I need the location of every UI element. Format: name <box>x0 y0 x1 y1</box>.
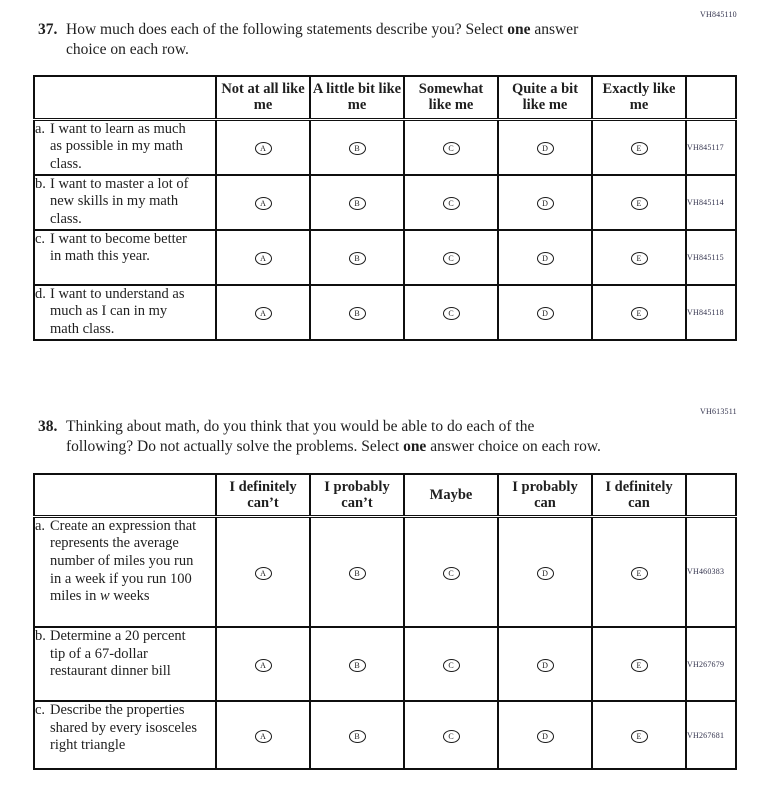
q38-header-code-cell <box>686 474 736 516</box>
answer-option-cell[interactable] <box>216 230 310 285</box>
option-bubble-c-icon[interactable]: C <box>443 142 460 155</box>
option-bubble-e-icon[interactable]: E <box>631 252 648 265</box>
row-marker: c. <box>35 702 46 718</box>
option-bubble-b-icon[interactable]: B <box>349 307 366 320</box>
answer-option-cell[interactable] <box>310 627 404 701</box>
question-37-prompt: How much does each of the following statements describe you? Select one answer choice on each row. <box>66 21 579 59</box>
q37-row-b-code: VH845114 <box>686 175 736 230</box>
option-bubble-c-icon[interactable]: C <box>443 307 460 320</box>
answer-option-cell[interactable] <box>404 516 498 627</box>
answer-option-cell[interactable] <box>498 119 592 175</box>
option-bubble-a-icon[interactable]: A <box>255 659 272 672</box>
row-label: Create an expression that represents the average number of miles you run in a week if you run 100 miles in w weeks <box>50 517 197 605</box>
option-bubble-c-icon[interactable]: C <box>443 252 460 265</box>
answer-option-cell[interactable] <box>310 516 404 627</box>
option-bubble-b-icon[interactable]: B <box>349 197 366 210</box>
row-label: I want to understand as much as I can in my math class. <box>50 285 185 337</box>
answer-option-cell[interactable] <box>216 175 310 230</box>
row-label: I want to become better in math this year. <box>50 230 187 265</box>
row-marker: b. <box>35 175 46 192</box>
question-38-table <box>33 473 737 770</box>
option-bubble-d-icon[interactable]: D <box>537 567 554 580</box>
q38-row-a <box>34 516 736 627</box>
question-37-table <box>33 75 737 341</box>
row-label: I want to master a lot of new skills in my math class. <box>50 175 189 227</box>
question-38-item-code: VH613511 <box>700 407 737 416</box>
q38-row-a-code: VH460383 <box>686 516 736 627</box>
option-bubble-e-icon[interactable]: E <box>631 730 648 743</box>
row-label: Describe the properties shared by every isosceles right triangle <box>50 702 197 754</box>
answer-option-cell[interactable] <box>216 285 310 340</box>
answer-option-cell[interactable] <box>310 230 404 285</box>
row-marker: a. <box>35 517 46 534</box>
q37-header-quite-a-bit: Quite a bit like me <box>498 76 592 119</box>
answer-option-cell[interactable] <box>310 175 404 230</box>
q37-row-a-label-cell <box>34 119 216 175</box>
answer-option-cell[interactable] <box>498 285 592 340</box>
option-bubble-c-icon[interactable]: C <box>443 659 460 672</box>
answer-option-cell[interactable] <box>498 627 592 701</box>
row-label: Determine a 20 percent tip of a 67-dollar restaurant dinner bill <box>50 628 186 680</box>
question-37-item-code: VH845110 <box>700 10 737 19</box>
question-37 <box>38 20 578 60</box>
q37-header-somewhat: Somewhat like me <box>404 76 498 119</box>
q38-row-c-code: VH267681 <box>686 701 736 769</box>
option-bubble-e-icon[interactable]: E <box>631 142 648 155</box>
row-marker: a. <box>35 120 46 137</box>
answer-option-cell[interactable] <box>216 516 310 627</box>
answer-option-cell[interactable] <box>216 701 310 769</box>
q38-header-probably-cant: I probably can’t <box>310 474 404 516</box>
q37-header-exactly-like: Exactly like me <box>592 76 686 119</box>
q38-row-b-label-cell <box>34 627 216 701</box>
option-bubble-e-icon[interactable]: E <box>631 197 648 210</box>
option-bubble-d-icon[interactable]: D <box>537 307 554 320</box>
option-bubble-b-icon[interactable]: B <box>349 567 366 580</box>
answer-option-cell[interactable] <box>404 175 498 230</box>
q37-header-code-cell <box>686 76 736 119</box>
option-bubble-b-icon[interactable]: B <box>349 730 366 743</box>
question-38-prompt: Thinking about math, do you think that you would be able to do each of the following? Do not actually solve the problems. Select one answer choice on each row. <box>66 418 601 456</box>
answer-option-cell[interactable] <box>404 119 498 175</box>
question-38-number: 38. <box>38 418 58 435</box>
q37-row-c-label-cell <box>34 230 216 285</box>
option-bubble-e-icon[interactable]: E <box>631 307 648 320</box>
option-bubble-c-icon[interactable]: C <box>443 730 460 743</box>
q37-header-not-at-all: Not at all like me <box>216 76 310 119</box>
option-bubble-d-icon[interactable]: D <box>537 730 554 743</box>
option-bubble-e-icon[interactable]: E <box>631 567 648 580</box>
answer-option-cell[interactable] <box>310 701 404 769</box>
answer-option-cell[interactable] <box>310 285 404 340</box>
q38-header-definitely-cant: I definitely can’t <box>216 474 310 516</box>
q37-row-d-code: VH845118 <box>686 285 736 340</box>
q38-row-b-code: VH267679 <box>686 627 736 701</box>
option-bubble-c-icon[interactable]: C <box>443 197 460 210</box>
q37-row-c <box>34 230 736 285</box>
answer-option-cell[interactable] <box>592 516 686 627</box>
q38-empty-corner-cell <box>34 474 216 516</box>
option-bubble-b-icon[interactable]: B <box>349 142 366 155</box>
answer-option-cell[interactable] <box>404 627 498 701</box>
q38-row-b <box>34 627 736 701</box>
answer-option-cell[interactable] <box>592 230 686 285</box>
answer-option-cell[interactable] <box>592 701 686 769</box>
option-bubble-a-icon[interactable]: A <box>255 307 272 320</box>
answer-option-cell[interactable] <box>498 230 592 285</box>
q38-row-a-label-cell <box>34 516 216 627</box>
row-label: I want to learn as much as possible in my math class. <box>50 120 186 172</box>
answer-option-cell[interactable] <box>592 627 686 701</box>
answer-option-cell[interactable] <box>216 119 310 175</box>
q37-row-a <box>34 119 736 175</box>
q37-header-row <box>34 76 736 119</box>
q38-header-maybe: Maybe <box>404 474 498 516</box>
option-bubble-d-icon[interactable]: D <box>537 252 554 265</box>
q37-row-c-code: VH845115 <box>686 230 736 285</box>
option-bubble-d-icon[interactable]: D <box>537 659 554 672</box>
q38-header-probably-can: I probably can <box>498 474 592 516</box>
row-marker: d. <box>35 285 46 302</box>
q37-row-b <box>34 175 736 230</box>
option-bubble-d-icon[interactable]: D <box>537 142 554 155</box>
option-bubble-a-icon[interactable]: A <box>255 567 272 580</box>
q38-row-c <box>34 701 736 769</box>
answer-option-cell[interactable] <box>498 175 592 230</box>
answer-option-cell[interactable] <box>498 701 592 769</box>
answer-option-cell[interactable] <box>310 119 404 175</box>
option-bubble-a-icon[interactable]: A <box>255 197 272 210</box>
option-bubble-e-icon[interactable]: E <box>631 659 648 672</box>
question-38 <box>38 417 601 457</box>
q37-row-d <box>34 285 736 340</box>
q38-row-c-label-cell <box>34 701 216 769</box>
option-bubble-a-icon[interactable]: A <box>255 730 272 743</box>
q37-row-b-label-cell <box>34 175 216 230</box>
answer-option-cell[interactable] <box>404 701 498 769</box>
answer-option-cell[interactable] <box>592 175 686 230</box>
option-bubble-a-icon[interactable]: A <box>255 252 272 265</box>
question-37-number: 37. <box>38 21 58 38</box>
q37-header-a-little-bit: A little bit like me <box>310 76 404 119</box>
answer-option-cell[interactable] <box>404 230 498 285</box>
row-marker: b. <box>35 628 46 644</box>
q37-row-a-code: VH845117 <box>686 119 736 175</box>
option-bubble-d-icon[interactable]: D <box>537 197 554 210</box>
option-bubble-a-icon[interactable]: A <box>255 142 272 155</box>
answer-option-cell[interactable] <box>592 285 686 340</box>
option-bubble-b-icon[interactable]: B <box>349 252 366 265</box>
option-bubble-b-icon[interactable]: B <box>349 659 366 672</box>
q38-header-definitely-can: I definitely can <box>592 474 686 516</box>
answer-option-cell[interactable] <box>498 516 592 627</box>
answer-option-cell[interactable] <box>404 285 498 340</box>
q37-row-d-label-cell <box>34 285 216 340</box>
option-bubble-c-icon[interactable]: C <box>443 567 460 580</box>
answer-option-cell[interactable] <box>216 627 310 701</box>
row-marker: c. <box>35 230 46 247</box>
q38-header-row <box>34 474 736 516</box>
answer-option-cell[interactable] <box>592 119 686 175</box>
q37-empty-corner-cell <box>34 76 216 119</box>
